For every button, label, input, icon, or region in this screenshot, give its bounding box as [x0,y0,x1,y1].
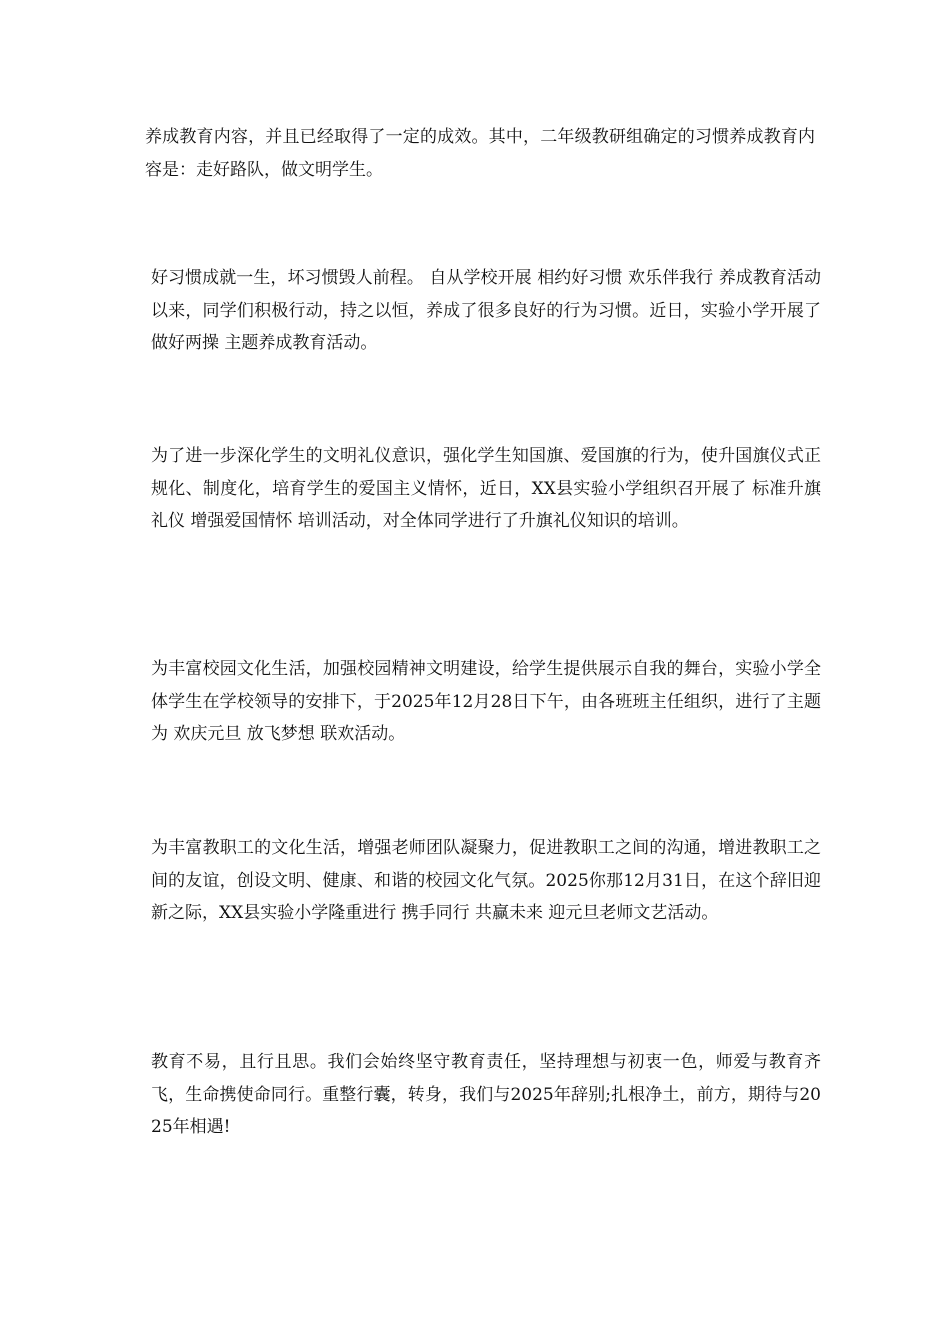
paragraph-1: 养成教育内容，并且已经取得了一定的成效。其中，二年级教研组确定的习惯养成教育内容是：走好路队，做文明学生。 [145,127,815,180]
paragraph-5: 为丰富教职工的文化生活，增强老师团队凝聚力，促进教职工之间的沟通，增进教职工之间的友谊，创设文明、健康、和谐的校园文化气氛。2025你那12月31日，在这个辞旧迎新之际，XX县实验小学隆重进行 携手同行 共赢未来 迎元旦老师文艺活动。 [151,838,821,923]
paragraph-4: 为丰富校园文化生活，加强校园精神文明建设，给学生提供展示自我的舞台，实验小学全体学生在学校领导的安排下，于2025年12月28日下午，由各班班主任组织，进行了主题为 欢庆元旦 放飞梦想 联欢活动。 [151,659,821,744]
paragraph-6: 教育不易，且行且思。我们会始终坚守教育责任，坚持理想与初衷一色，师爱与教育齐飞，生命携使命同行。重整行囊，转身，我们与2025年辞别;扎根净土，前方，期待与2025年相遇! [151,1052,821,1137]
paragraph-2: 好习惯成就一生，坏习惯毁人前程。 自从学校开展 相约好习惯 欢乐伴我行 养成教育活动以来，同学们积极行动，持之以恒，养成了很多良好的行为习惯。近日，实验小学开展了 做好两操 主题养成教育活动。 [151,268,821,353]
paragraph-3: 为了进一步深化学生的文明礼仪意识，强化学生知国旗、爱国旗的行为，使升国旗仪式正规化、制度化，培育学生的爱国主义情怀，近日，XX县实验小学组织召开展了 标准升旗礼仪 增强爱国情怀 培训活动，对全体同学进行了升旗礼仪知识的培训。 [151,446,821,531]
